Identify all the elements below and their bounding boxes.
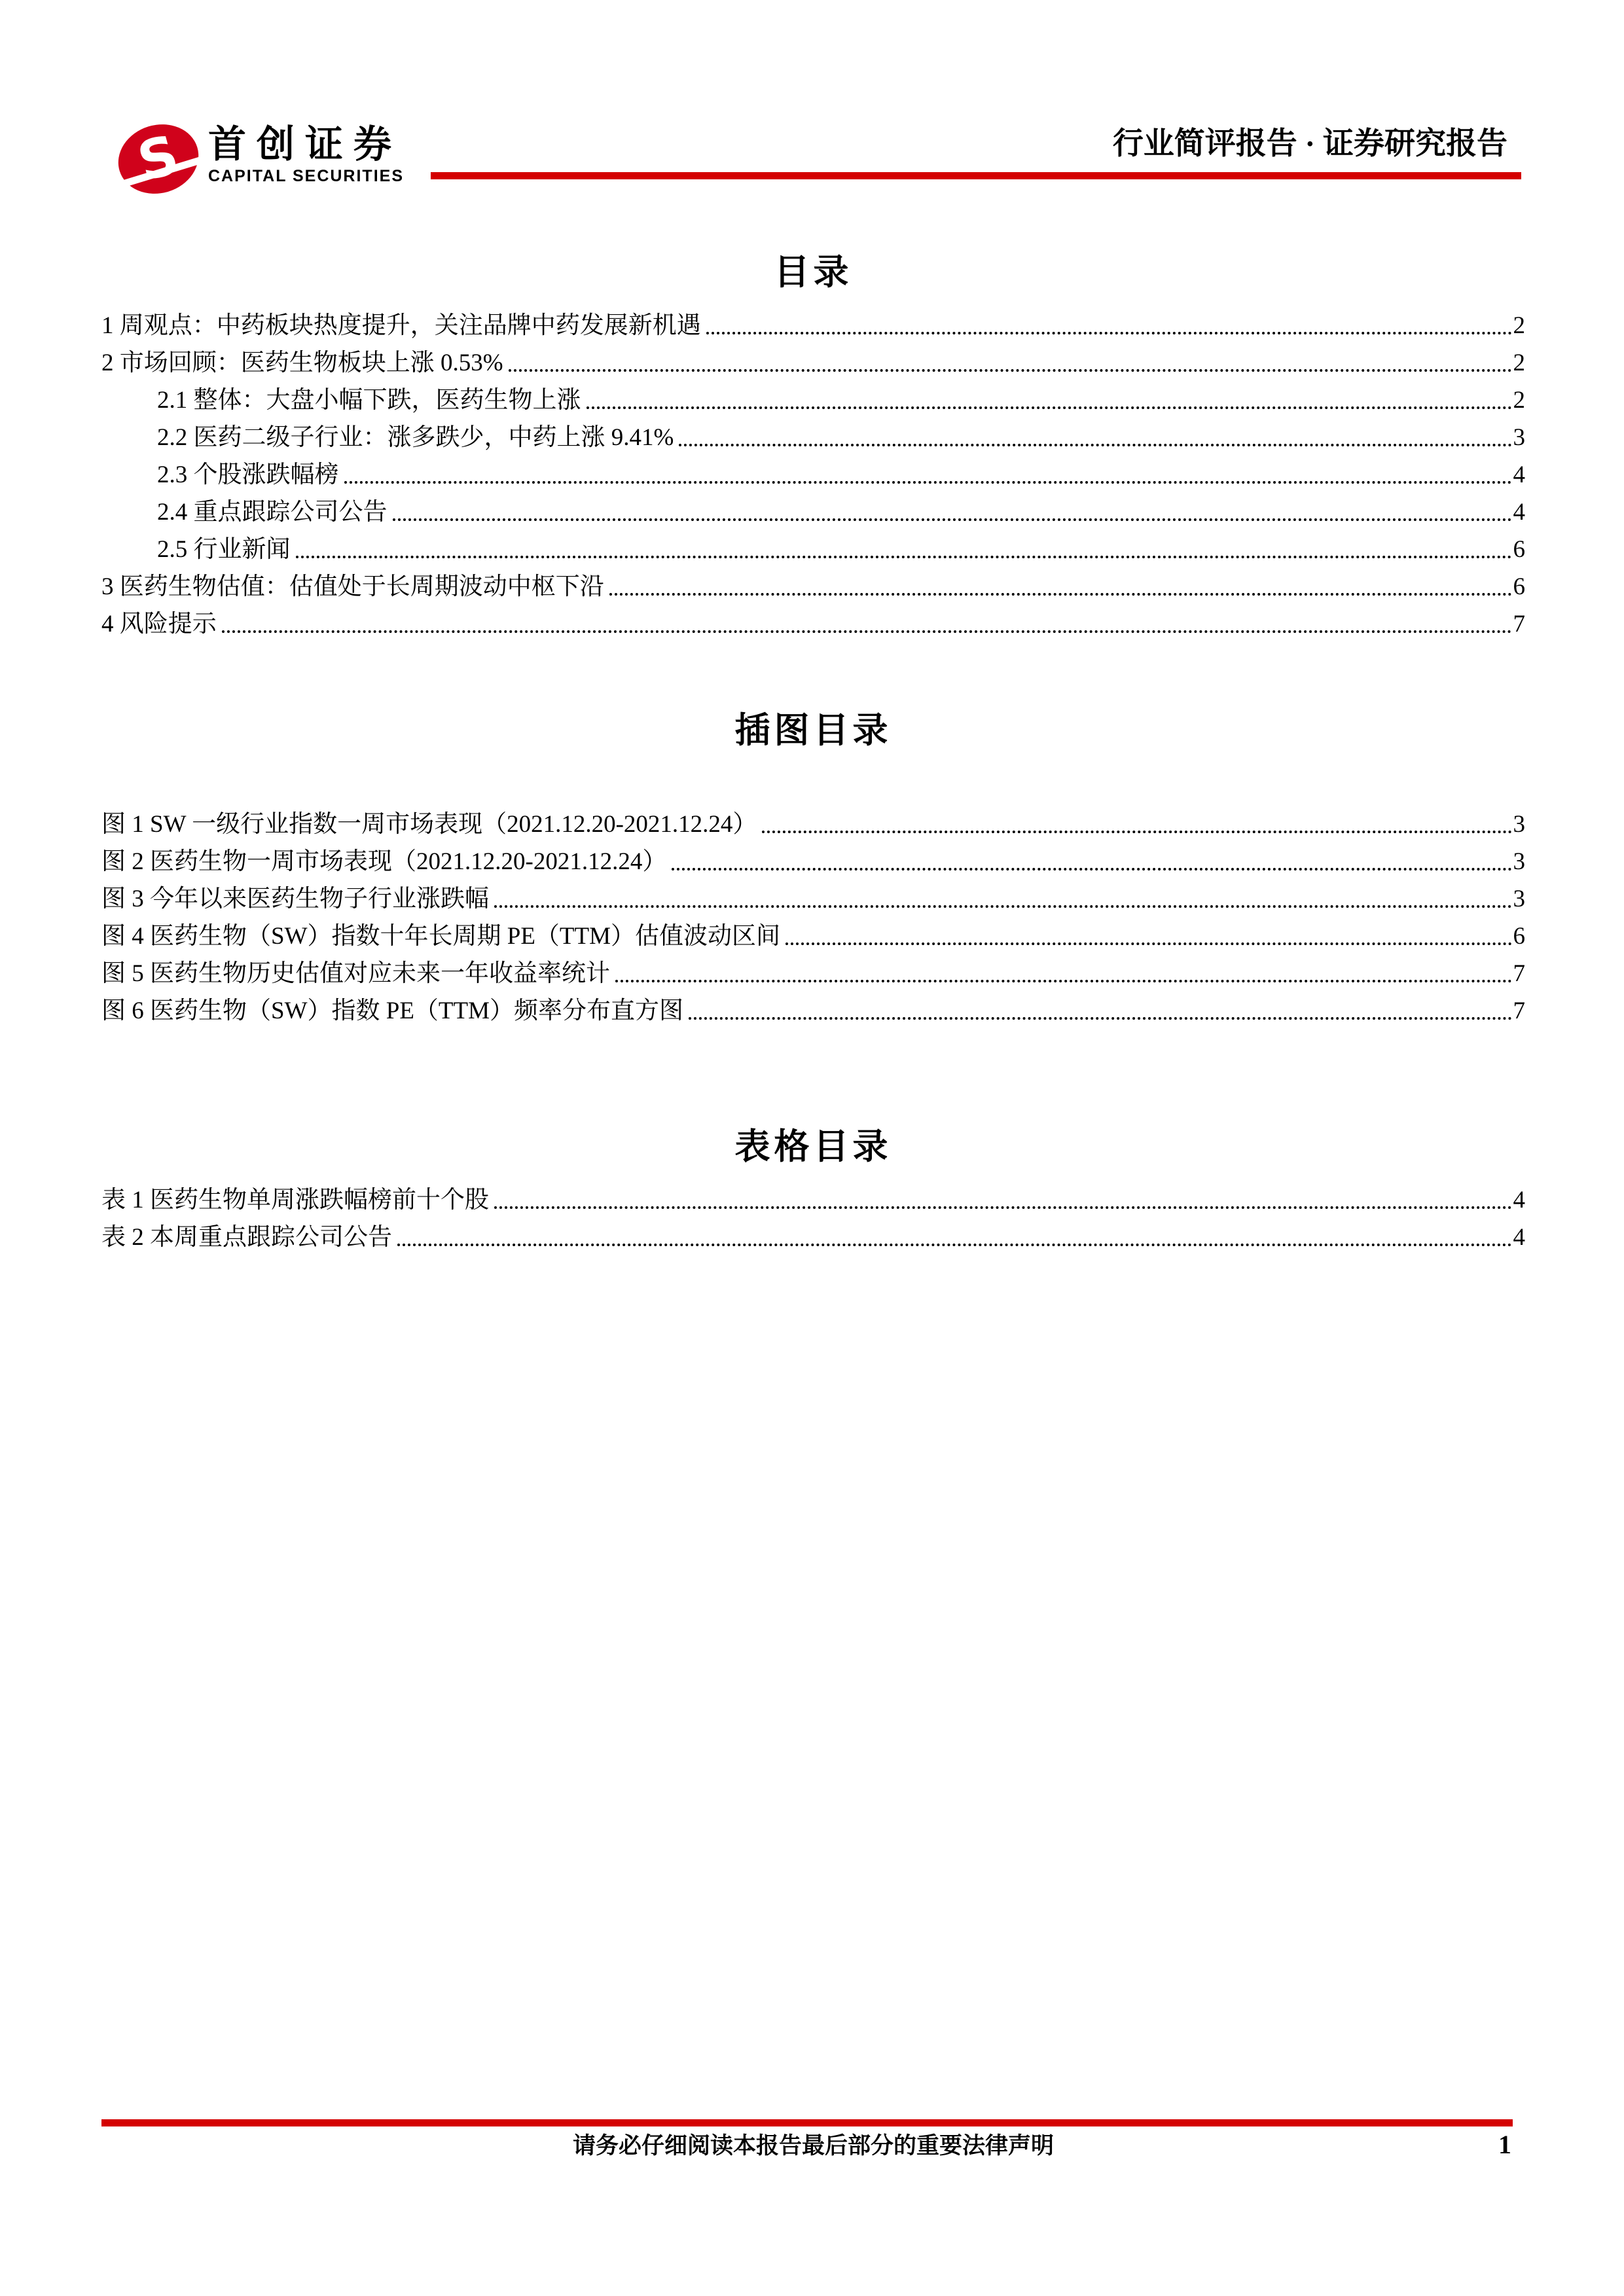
toc-page-number: 2 bbox=[1513, 387, 1525, 414]
toc-entry bbox=[101, 454, 1525, 492]
footer-rule bbox=[101, 2119, 1513, 2126]
figures-toc-section bbox=[101, 711, 1525, 1028]
dot-leader bbox=[679, 444, 1511, 446]
brand-logo bbox=[208, 124, 404, 185]
figures-toc-title: 插图目录 bbox=[734, 711, 892, 750]
dot-leader bbox=[344, 481, 1512, 484]
toc-entry bbox=[101, 305, 1525, 342]
figure-toc-entry bbox=[101, 916, 1525, 953]
toc-page-number: 3 bbox=[1513, 848, 1525, 875]
figure-toc-entry bbox=[101, 990, 1525, 1028]
svg-text:S: S bbox=[132, 123, 185, 194]
toc-entry bbox=[101, 492, 1525, 529]
dot-leader bbox=[222, 630, 1512, 633]
toc-page-number: 4 bbox=[1513, 1224, 1525, 1251]
main-toc-section bbox=[101, 253, 1525, 641]
toc-entry-label: 图 2 医药生物一周市场表现（2021.12.20-2021.12.24） bbox=[101, 848, 667, 875]
toc-entry-label: 2 市场回顾：医药生物板块上涨 0.53% bbox=[101, 350, 503, 376]
toc-entry-label: 2.2 医药二级子行业：涨多跌少，中药上涨 9.41% bbox=[157, 424, 674, 451]
toc-entry-label: 图 3 今年以来医药生物子行业涨跌幅 bbox=[101, 886, 489, 912]
figure-toc-entry bbox=[101, 878, 1525, 916]
capital-securities-logo-icon bbox=[115, 119, 202, 199]
toc-entry bbox=[101, 529, 1525, 566]
dot-leader bbox=[762, 831, 1511, 833]
dot-leader bbox=[586, 406, 1512, 409]
toc-page-number: 7 bbox=[1513, 611, 1525, 637]
toc-page-number: 7 bbox=[1513, 997, 1525, 1024]
toc-page-number: 2 bbox=[1513, 350, 1525, 376]
toc-entry bbox=[101, 380, 1525, 417]
dot-leader bbox=[494, 905, 1512, 908]
toc-page-number: 4 bbox=[1513, 1187, 1525, 1213]
toc-entry-label: 1 周观点：中药板块热度提升，关注品牌中药发展新机遇 bbox=[101, 312, 701, 339]
main-toc-title: 目录 bbox=[774, 253, 853, 292]
logo-en-text: CAPITAL SECURITIES bbox=[208, 167, 404, 185]
toc-page-number: 3 bbox=[1513, 811, 1525, 838]
dot-leader bbox=[706, 332, 1512, 334]
toc-page-number: 6 bbox=[1513, 573, 1525, 600]
header-rule bbox=[431, 172, 1521, 179]
toc-entry-label: 2.3 个股涨跌幅榜 bbox=[157, 461, 339, 488]
toc-entry-label: 图 4 医药生物（SW）指数十年长周期 PE（TTM）估值波动区间 bbox=[101, 923, 781, 950]
toc-page-number: 4 bbox=[1513, 499, 1525, 526]
toc-page-number: 6 bbox=[1513, 536, 1525, 563]
dot-leader bbox=[494, 1206, 1512, 1209]
footer-page-number: 1 bbox=[1498, 2130, 1511, 2159]
figure-toc-entry bbox=[101, 804, 1525, 841]
toc-page-number: 7 bbox=[1513, 960, 1525, 987]
toc-entry-label: 4 风险提示 bbox=[101, 611, 217, 637]
logo-cn-text: 首创证券 bbox=[208, 123, 403, 166]
figure-toc-entry bbox=[101, 841, 1525, 878]
toc-entry-label: 3 医药生物估值：估值处于长周期波动中枢下沿 bbox=[101, 573, 604, 600]
figure-toc-entry bbox=[101, 953, 1525, 990]
report-type-label: 行业简评报告 · 证券研究报告 bbox=[1112, 127, 1507, 161]
toc-page-number: 4 bbox=[1513, 461, 1525, 488]
dot-leader bbox=[672, 868, 1511, 870]
toc-page-number: 2 bbox=[1513, 312, 1525, 339]
toc-entry-label: 图 6 医药生物（SW）指数 PE（TTM）频率分布直方图 bbox=[101, 997, 684, 1024]
dot-leader bbox=[609, 593, 1512, 596]
dot-leader bbox=[615, 980, 1512, 982]
toc-entry-label: 表 1 医药生物单周涨跌幅榜前十个股 bbox=[101, 1187, 489, 1213]
tables-toc-section bbox=[101, 1127, 1525, 1254]
dot-leader bbox=[785, 942, 1511, 945]
table-toc-entry bbox=[101, 1217, 1525, 1254]
dot-leader bbox=[509, 369, 1512, 372]
toc-entry-label: 2.1 整体：大盘小幅下跌，医药生物上涨 bbox=[157, 387, 581, 414]
toc-entry bbox=[101, 603, 1525, 641]
toc-entry-label: 图 1 SW 一级行业指数一周市场表现（2021.12.20-2021.12.24） bbox=[101, 811, 757, 838]
tables-toc-title: 表格目录 bbox=[734, 1127, 892, 1166]
dot-leader bbox=[689, 1017, 1511, 1020]
footer-disclaimer: 请务必仔细阅读本报告最后部分的重要法律声明 bbox=[572, 2133, 1054, 2159]
table-toc-entry bbox=[101, 1179, 1525, 1217]
toc-page-number: 6 bbox=[1513, 923, 1525, 950]
toc-entry bbox=[101, 417, 1525, 454]
toc-entry bbox=[101, 566, 1525, 603]
toc-entry-label: 2.5 行业新闻 bbox=[157, 536, 291, 563]
toc-entry-label: 图 5 医药生物历史估值对应未来一年收益率统计 bbox=[101, 960, 610, 987]
dot-leader bbox=[397, 1244, 1512, 1246]
toc-entry-label: 表 2 本周重点跟踪公司公告 bbox=[101, 1224, 392, 1251]
toc-entry-label: 2.4 重点跟踪公司公告 bbox=[157, 499, 388, 526]
toc-page-number: 3 bbox=[1513, 424, 1525, 451]
toc-page-number: 3 bbox=[1513, 886, 1525, 912]
dot-leader bbox=[296, 556, 1512, 558]
dot-leader bbox=[393, 518, 1512, 521]
toc-entry bbox=[101, 342, 1525, 380]
